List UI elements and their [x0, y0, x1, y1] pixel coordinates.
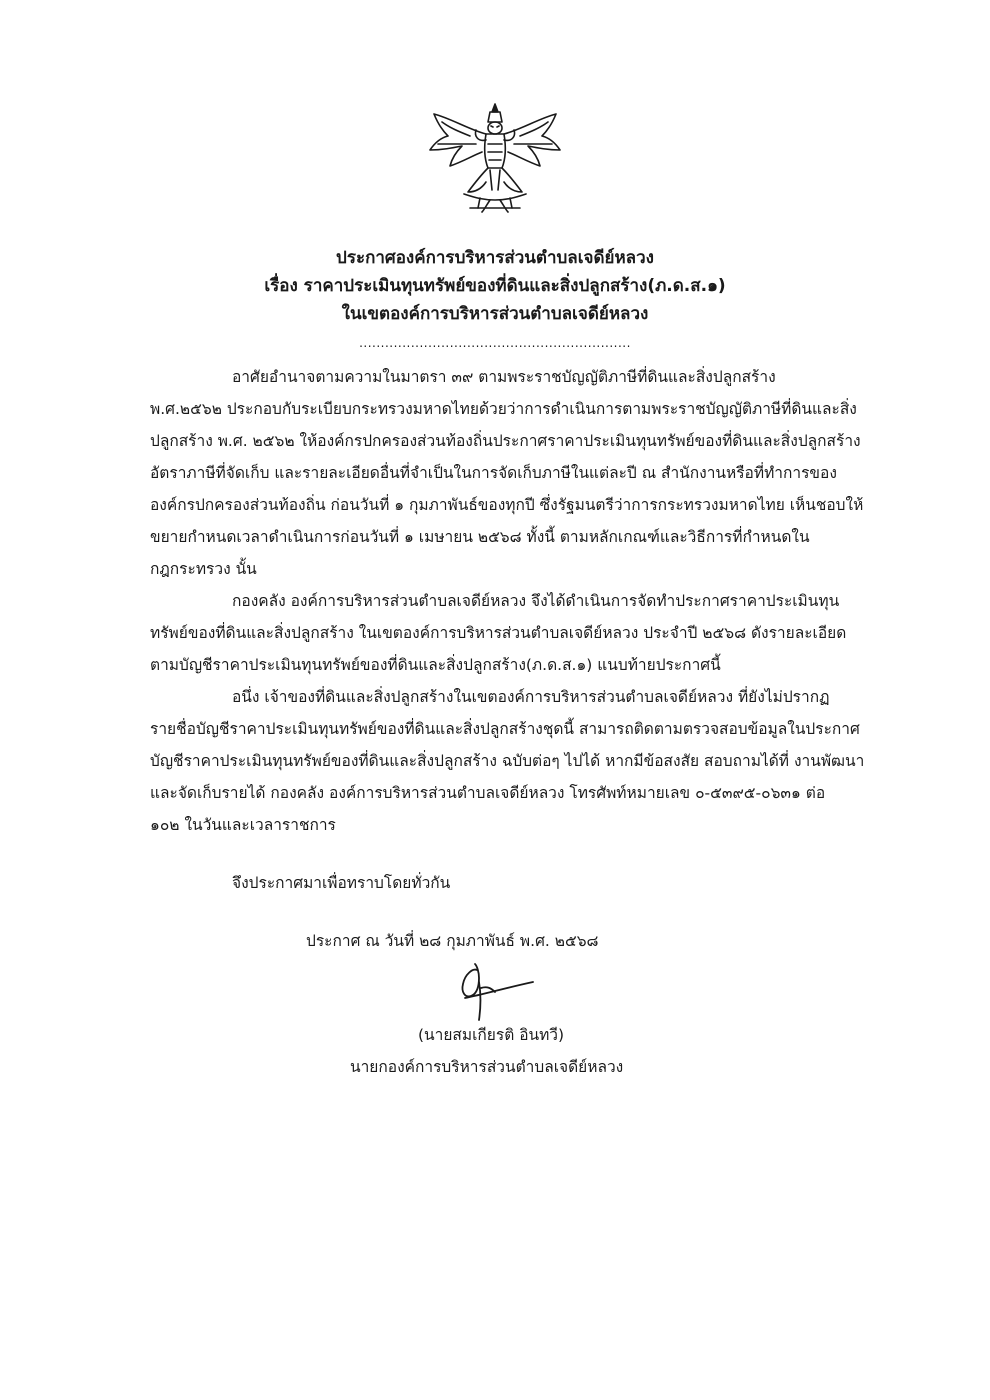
paragraph-3-line [150, 750, 870, 772]
signer-name: (นายสมเกียรติ อินทวี) [418, 1026, 565, 1044]
paragraph-3-line [150, 814, 870, 836]
paragraph-2-text: กองคลัง องค์การบริหารส่วนตำบลเจดีย์หลวง จึงได้ดำเนินการจัดทำประกาศราคาประเมินทุน [232, 592, 840, 610]
paragraph-2-line [150, 654, 870, 676]
paragraph-2-line [150, 622, 870, 644]
paragraph-1-line [150, 398, 870, 420]
paragraph-1-line [232, 366, 892, 388]
handwritten-signature-icon [445, 958, 555, 1028]
paragraph-3-line [150, 718, 870, 740]
paragraph-1-text: กฎกระทรวง นั้น [150, 560, 257, 578]
title-line-3: ในเขตองค์การบริหารส่วนตำบลเจดีย์หลวง [341, 304, 649, 324]
signer-position: นายกองค์การบริหารส่วนตำบลเจดีย์หลวง [350, 1058, 624, 1076]
title-line-1: ประกาศองค์การบริหารส่วนตำบลเจดีย์หลวง [336, 248, 654, 268]
paragraph-1-line [150, 494, 870, 516]
paragraph-2-line [232, 590, 892, 612]
paragraph-1-text: อัตราภาษีที่จัดเก็บ และรายละเอียดอื่นที่จำเป็นในการจัดเก็บภาษีในแต่ละปี ณ สำนักงานหรือที่ทำการของ [150, 464, 837, 482]
paragraph-3-line [150, 782, 870, 804]
announcement-date: ประกาศ ณ วันที่ ๒๘ กุมภาพันธ์ พ.ศ. ๒๕๖๘ [306, 932, 599, 950]
paragraph-1-text: พ.ศ.๒๕๖๒ ประกอบกับระเบียบกระทรวงมหาดไทยด้วยว่าการดำเนินการตามพระราชบัญญัติภาษีที่ดินและสิ่ง [150, 400, 857, 418]
paragraph-1-line [150, 462, 870, 484]
paragraph-2-text: ทรัพย์ของที่ดินและสิ่งปลูกสร้าง ในเขตองค์การบริหารส่วนตำบลเจดีย์หลวง ประจำปี ๒๕๖๘ ดังรายละเอียด [150, 624, 847, 642]
paragraph-3-text: บัญชีราคาประเมินทุนทรัพย์ของที่ดินและสิ่งปลูกสร้าง ฉบับต่อๆ ไปได้ หากมีข้อสงสัย สอบถามได้ที่ งานพัฒนา [150, 752, 865, 770]
paragraph-1-line [150, 558, 870, 580]
closing-announcement: จึงประกาศมาเพื่อทราบโดยทั่วกัน [232, 874, 451, 892]
paragraph-1-line [150, 526, 870, 548]
paragraph-3-text: และจัดเก็บรายได้ กองคลัง องค์การบริหารส่วนตำบลเจดีย์หลวง โทรศัพท์หมายเลข ๐-๕๓๙๕-๐๖๓๑ ต่อ [150, 784, 826, 802]
paragraph-3-text: อนึ่ง เจ้าของที่ดินและสิ่งปลูกสร้างในเขตองค์การบริหารส่วนตำบลเจดีย์หลวง ที่ยังไม่ปรากฏ [232, 688, 830, 706]
paragraph-3-text: ๑๐๒ ในวันและเวลาราชการ [150, 816, 336, 834]
paragraph-3-line [232, 686, 892, 708]
paragraph-3-text: รายชื่อบัญชีราคาประเมินทุนทรัพย์ของที่ดินและสิ่งปลูกสร้างชุดนี้ สามารถติดตามตรวจสอบข้อมูลในประกาศ [150, 720, 860, 738]
paragraph-1-text: ขยายกำหนดเวลาดำเนินการก่อนวันที่ ๑ เมษายน ๒๕๖๘ ทั้งนี้ ตามหลักเกณฑ์และวิธีการที่กำหนดใน [150, 528, 810, 546]
paragraph-1-line [150, 430, 870, 452]
garuda-emblem-icon [420, 100, 570, 215]
paragraph-1-text: ปลูกสร้าง พ.ศ. ๒๕๖๒ ให้องค์กรปกครองส่วนท้องถิ่นประกาศราคาประเมินทุนทรัพย์ของที่ดินและสิ่งปลูกสร้าง [150, 432, 861, 450]
paragraph-2-text: ตามบัญชีราคาประเมินทุนทรัพย์ของที่ดินและสิ่งปลูกสร้าง(ภ.ด.ส.๑) แนบท้ายประกาศนี้ [150, 656, 721, 674]
title-separator: ............................................................... [359, 336, 631, 350]
paragraph-1-text: องค์กรปกครองส่วนท้องถิ่น ก่อนวันที่ ๑ กุมภาพันธ์ของทุกปี ซึ่งรัฐมนตรีว่าการกระทรวงมหาดไทย เห็นชอบให้ [150, 496, 864, 514]
paragraph-1-text: อาศัยอำนาจตามความในมาตรา ๓๙ ตามพระราชบัญญัติภาษีที่ดินและสิ่งปลูกสร้าง [232, 368, 776, 386]
title-line-2: เรื่อง ราคาประเมินทุนทรัพย์ของที่ดินและสิ่งปลูกสร้าง(ภ.ด.ส.๑) [264, 276, 726, 296]
